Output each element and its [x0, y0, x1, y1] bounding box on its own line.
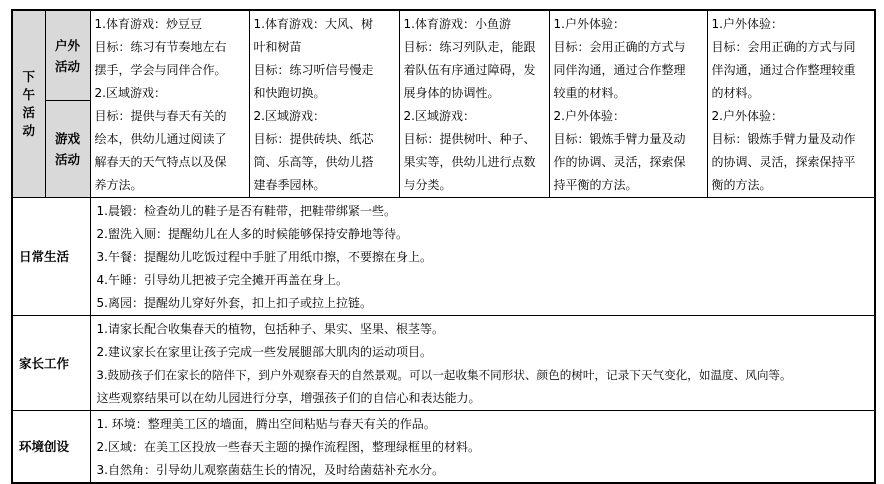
plan-line: 绘本，供幼儿通过阅读了: [94, 132, 227, 146]
outdoor-activity-label: [45, 10, 90, 101]
plan-line: 解春天的天气特点以及保: [94, 155, 227, 169]
list-item: 这些观察结果可以在幼儿园进行分享，增强孩子们的自信心和表达能力。: [96, 391, 481, 405]
plan-line: 伴沟通，通过合作整理较重: [711, 63, 856, 77]
plan-line: 目标：锻炼手臂力量及动作: [711, 132, 856, 146]
plan-line: 2.户外体验：: [553, 109, 625, 123]
outdoor-label-line: 活动: [54, 58, 80, 74]
plan-line: 摆手，学会与同伴合作。: [94, 63, 227, 77]
plan-line: 2.区域游戏：: [403, 109, 475, 123]
game-activity-label: [45, 101, 90, 198]
plan-line: 2.户外体验：: [711, 109, 783, 123]
daily-life-content: [90, 198, 875, 316]
plan-line: 养方法。: [94, 178, 143, 192]
plan-line: 的材料。: [711, 86, 760, 100]
plan-line: 果实等，供幼儿进行点数: [403, 155, 536, 169]
list-item: 1.晨锻：检查幼儿的鞋子是否有鞋带，把鞋带绑紧一些。: [96, 204, 396, 218]
afternoon-day-5: [707, 10, 875, 198]
outdoor-label-line: 户外: [54, 37, 80, 53]
afternoon-label-char: 活: [22, 105, 35, 120]
plan-line: 的协调、灵活，探索保持平: [711, 155, 856, 169]
afternoon-day-1: [90, 10, 249, 198]
plan-line: 2.区域游戏：: [94, 86, 166, 100]
weekly-plan-table: [11, 9, 876, 484]
plan-line: 1.体育游戏：小鱼游: [403, 17, 511, 31]
parent-work-content: [90, 316, 875, 411]
plan-line: 目标：练习听信号慢走: [253, 63, 374, 77]
plan-line: 2.区域游戏：: [253, 109, 325, 123]
list-item: 4.午睡：引导幼儿把被子完全摊开再盖在身上。: [96, 273, 348, 287]
list-item: 2.盥洗入厕：提醒幼儿在人多的时候能够保持安静地等待。: [96, 227, 408, 241]
list-item: 2.区域：在美工区投放一些春天主题的操作流程图，整理绿框里的材料。: [96, 440, 480, 454]
plan-line: 筒、乐高等，供幼儿搭: [253, 155, 374, 169]
plan-line: 着队伍有序通过障碍，发: [403, 63, 536, 77]
plan-line: 1.户外体验：: [553, 17, 625, 31]
environment-label: 环境创设: [12, 411, 90, 484]
plan-line: 建春季园林。: [253, 178, 326, 192]
plan-line: 目标：会用正确的方式与: [553, 40, 686, 54]
list-item: 3.午餐：提醒幼儿吃饭过程中手脏了用纸巾擦，不要擦在身上。: [96, 250, 432, 264]
list-item: 3.自然角：引导幼儿观察菌菇生长的情况，及时给菌菇补充水分。: [96, 463, 444, 477]
plan-line: 与分类。: [403, 178, 452, 192]
plan-line: 和快跑切换。: [253, 86, 326, 100]
plan-line: 1.体育游戏：炒豆豆: [94, 17, 202, 31]
list-item: 2.建议家长在家里让孩子完成一些发展腿部大肌肉的运动项目。: [96, 345, 432, 359]
list-item: 5.离园：提醒幼儿穿好外套，扣上扣子或拉上拉链。: [96, 296, 372, 310]
plan-line: 1.体育游戏：大风、树: [253, 17, 373, 31]
daily-life-label: 日常生活: [12, 198, 90, 316]
list-item: 1.请家长配合收集春天的植物，包括种子、果实、坚果、根茎等。: [96, 322, 444, 336]
plan-line: 目标：锻炼手臂力量及动: [553, 132, 686, 146]
plan-line: 1.户外体验：: [711, 17, 783, 31]
afternoon-day-3: [399, 10, 549, 198]
plan-line: 目标：提供树叶、种子、: [403, 132, 536, 146]
afternoon-day-4: [549, 10, 707, 198]
list-item: 1. 环境：整理美工区的墙面，腾出空间粘贴与春天有关的作品。: [96, 417, 436, 431]
afternoon-label-char: 下: [22, 69, 35, 84]
parent-work-label: 家长工作: [12, 316, 90, 411]
plan-line: 叶和树苗: [253, 40, 302, 54]
environment-content: [90, 411, 875, 484]
plan-line: 目标：提供与春天有关的: [94, 109, 227, 123]
plan-line: 目标：会用正确的方式与同: [711, 40, 856, 54]
game-label-line: 游戏: [54, 131, 80, 147]
plan-line: 衡的方法。: [711, 178, 772, 192]
afternoon-activity-label: [12, 10, 45, 198]
list-item: 3.鼓励孩子们在家长的陪伴下，到户外观察春天的自然景观。可以一起收集不同形状、颜色的树叶，记录下天气变化，如温度、风向等。: [96, 368, 792, 382]
afternoon-day-2: [249, 10, 399, 198]
plan-line: 持平衡的方法。: [553, 178, 638, 192]
plan-line: 展身体的协调性。: [403, 86, 500, 100]
plan-line: 目标：练习有节奏地左右: [94, 40, 227, 54]
plan-line: 作的协调、灵活，探索保: [553, 155, 686, 169]
game-label-line: 活动: [54, 152, 80, 168]
afternoon-label-char: 午: [22, 87, 35, 102]
afternoon-label-char: 动: [22, 123, 35, 138]
plan-line: 目标：提供砖块、纸芯: [253, 132, 374, 146]
plan-line: 目标：练习列队走，能跟: [403, 40, 536, 54]
plan-line: 同伴沟通，通过合作整理: [553, 63, 686, 77]
plan-line: 较重的材料。: [553, 86, 626, 100]
